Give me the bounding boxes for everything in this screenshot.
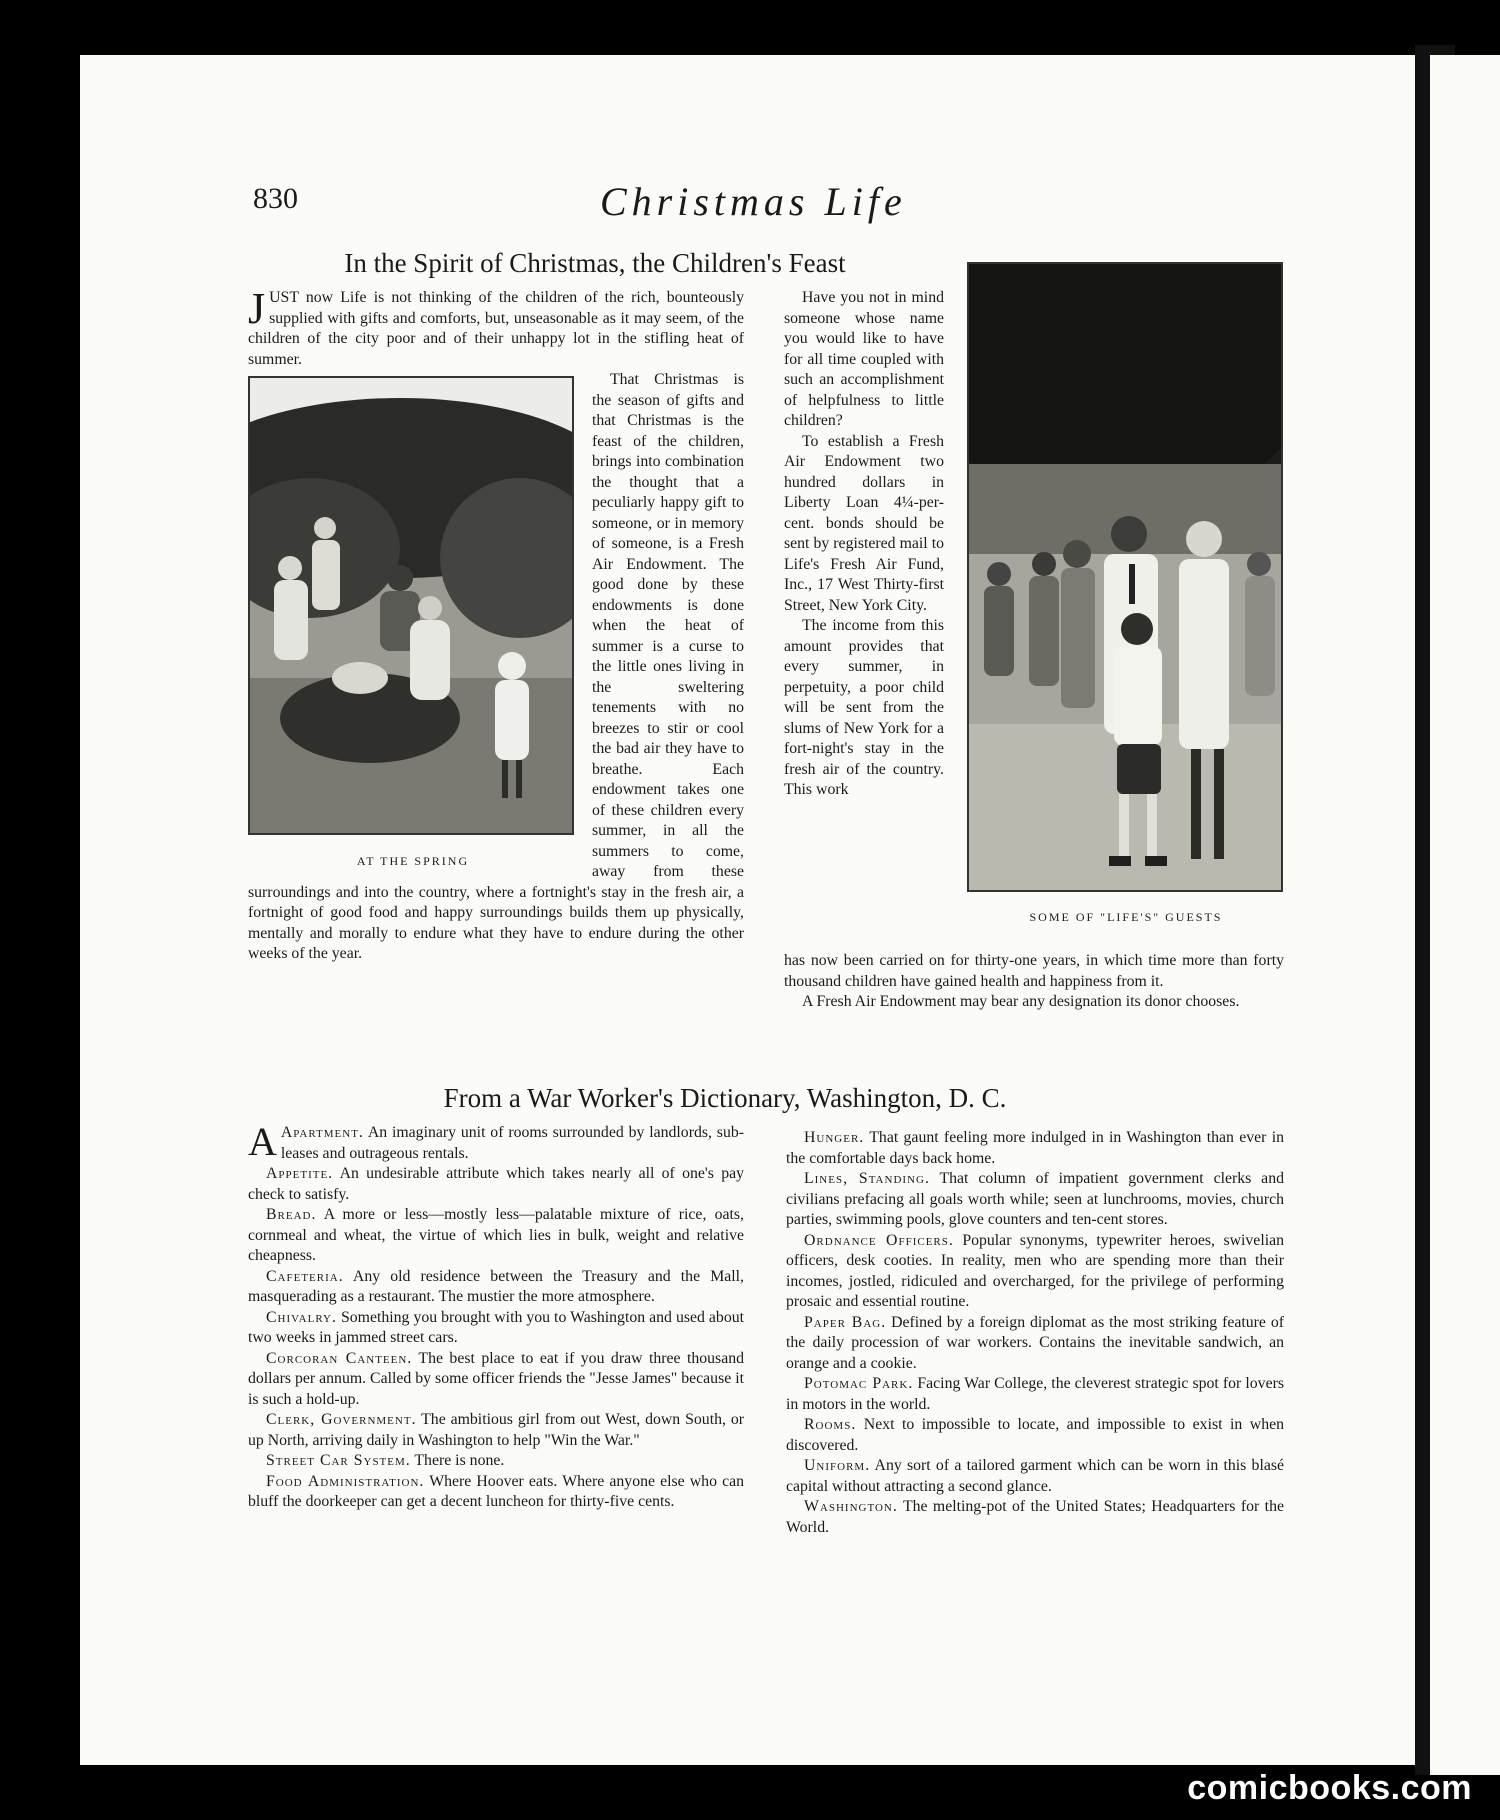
entry-apartment: A Apartment. An imaginary unit of rooms surrounded by landlords, sub-leases and outrageous rentals.: [248, 1119, 745, 1164]
article1-col2-paragraph4: A Fresh Air Endowment may bear any designation its donor chooses.: [802, 993, 1240, 1010]
watermark: comicbooks.com: [1187, 1769, 1472, 1807]
article1-column2: [784, 288, 944, 801]
entry-lines-standing: Lines, Standing. That column of impatient government clerks and civilians prefacing all goals worth while; seen at lunchrooms, movies, church parties, swimming pools, glove counters and ten-cent stores.: [786, 1170, 1284, 1228]
running-title: Christmas Life: [600, 179, 907, 224]
dictionary-left-column: [248, 1119, 745, 1513]
entry-uniform: Uniform. Any sort of a tailored garment which can be worn in this blasé capital without attracting a second glance.: [786, 1457, 1284, 1495]
entry-appetite: Appetite. An undesirable attribute which takes nearly all of one's pay check to satisfy.: [248, 1165, 745, 1203]
entry-corcoran-canteen: Corcoran Canteen. The best place to eat if you draw three thousand dollars per annum. Called by some officer friends the "Jesse James" because it is such a hold-up.: [248, 1349, 744, 1408]
entry-potomac-park: Potomac Park. Facing War College, the cleverest strategic spot for lovers in motors in the world.: [786, 1375, 1284, 1413]
article1-col2-paragraph1: Have you not in mind someone whose name you would like to have for all time coupled with such an accomplishment of helpfulness to little children?: [784, 289, 944, 429]
article1-bottom-continuation: [784, 951, 1284, 1013]
article1-paragraph1: UST now Life is not thinking of the children of the rich, bounteously supplied with gifts and comforts, but, unseasonable as it may seem, of the children of the city poor and of their unhappy lot in the stifling heat of summer.: [248, 289, 744, 368]
entry-rooms: Rooms. Next to impossible to locate, and impossible to exist in when discovered.: [786, 1416, 1285, 1454]
entry-food-administration: Food Administration. Where Hoover eats. Where anyone else who can bluff the doorkeeper can get a decent luncheon for thirty-five cents.: [248, 1472, 745, 1510]
figure-at-the-spring: [248, 376, 578, 872]
article1-paragraph2: That Christmas is the season of gifts and that Christmas is the feast of the children, brings into combination the thought that a peculiarly happy gift to someone, or in memory of someone, is a Fresh Air Endowment. The good done by these endowments is done when the heat of summer is a curse to the little ones living in the sweltering tenements with no breezes to stir or cool the bad air they have to breathe. Each endowment takes one of these children every summer, in all the summers to come, away from these surroundings and into the country, where a fortnight's stay in the fresh air, a fortnight of good food and happy surroundings builds them up physically, mentally and morally to endure what they have to endure during the other weeks of the year.: [248, 371, 744, 962]
photo-group-of-children: [969, 264, 1281, 890]
entry-street-car-system: Street Car System. There is none.: [266, 1452, 505, 1469]
entry-hunger: Hunger. That gaunt feeling more indulged in in Washington than ever in the comfortable days back home.: [786, 1129, 1284, 1167]
entry-bread: Bread. A more or less—mostly less—palatable mixture of rice, oats, cornmeal and wheat, the virtue of which lies in bulk, weight and relative cheapness.: [248, 1206, 745, 1264]
entry-washington: Washington. The melting-pot of the United States; Headquarters for the World.: [786, 1498, 1284, 1536]
figure-lifes-guests: [967, 262, 1285, 925]
caption-at-the-spring: AT THE SPRING: [356, 854, 470, 868]
article1-column1: [248, 284, 744, 1058]
photo-lifes-guests: [967, 262, 1283, 892]
photo-at-the-spring: [248, 376, 574, 835]
dictionary-right-column: [786, 1128, 1284, 1538]
caption-lifes-guests: SOME OF "LIFE'S" GUESTS: [1029, 910, 1223, 924]
photo-children-at-spring: [250, 378, 572, 833]
entry-chivalry: Chivalry. Something you brought with you to Washington and used about two weeks in jammed street cars.: [248, 1308, 744, 1346]
facing-page-edge: [1430, 55, 1500, 1775]
article1-col2-paragraph3a: The income from this amount provides that every summer, in perpetuity, a poor child will be sent from the slums of New York for a fort-night's stay in the fresh air of the country. This work: [784, 617, 944, 798]
article1-headline: In the Spirit of Christmas, the Children's Feast: [344, 248, 846, 278]
article2-headline: From a War Worker's Dictionary, Washington, D. C.: [443, 1083, 1007, 1113]
page-number: 830: [253, 182, 298, 215]
article1-col2-paragraph2: To establish a Fresh Air Endowment two hundred dollars in Liberty Loan 4¼-per-cent. bonds should be sent by registered mail to Life's Fresh Air Fund, Inc., 17 West Thirty-first Street, New York City.: [784, 432, 944, 614]
entry-clerk-government: Clerk, Government. The ambitious girl from out West, down South, or up North, arriving daily in Washington to help "Win the War.": [248, 1411, 744, 1449]
article1-col2-paragraph3b: has now been carried on for thirty-one years, in which time more than forty thousand children have gained health and happiness from it.: [784, 952, 1284, 990]
entry-ordnance-officers: Ordnance Officers. Popular synonyms, typewriter heroes, swivelian officers, desk cooties. In reality, men who are spending more than their incomes, jostled, ridiculed and overcharged, for the privilege of performing prosaic and essential routine.: [786, 1231, 1285, 1310]
drop-cap: J: [248, 284, 266, 333]
entry-cafeteria: Cafeteria. Any old residence between the Treasury and the Mall, masquerading as a restaurant. The mustier the more atmosphere.: [248, 1267, 744, 1305]
entry-paper-bag: Paper Bag. Defined by a foreign diplomat as the most striking feature of the daily procession of war workers. Contains the inevitable sandwich, an orange and a cookie.: [786, 1313, 1285, 1372]
